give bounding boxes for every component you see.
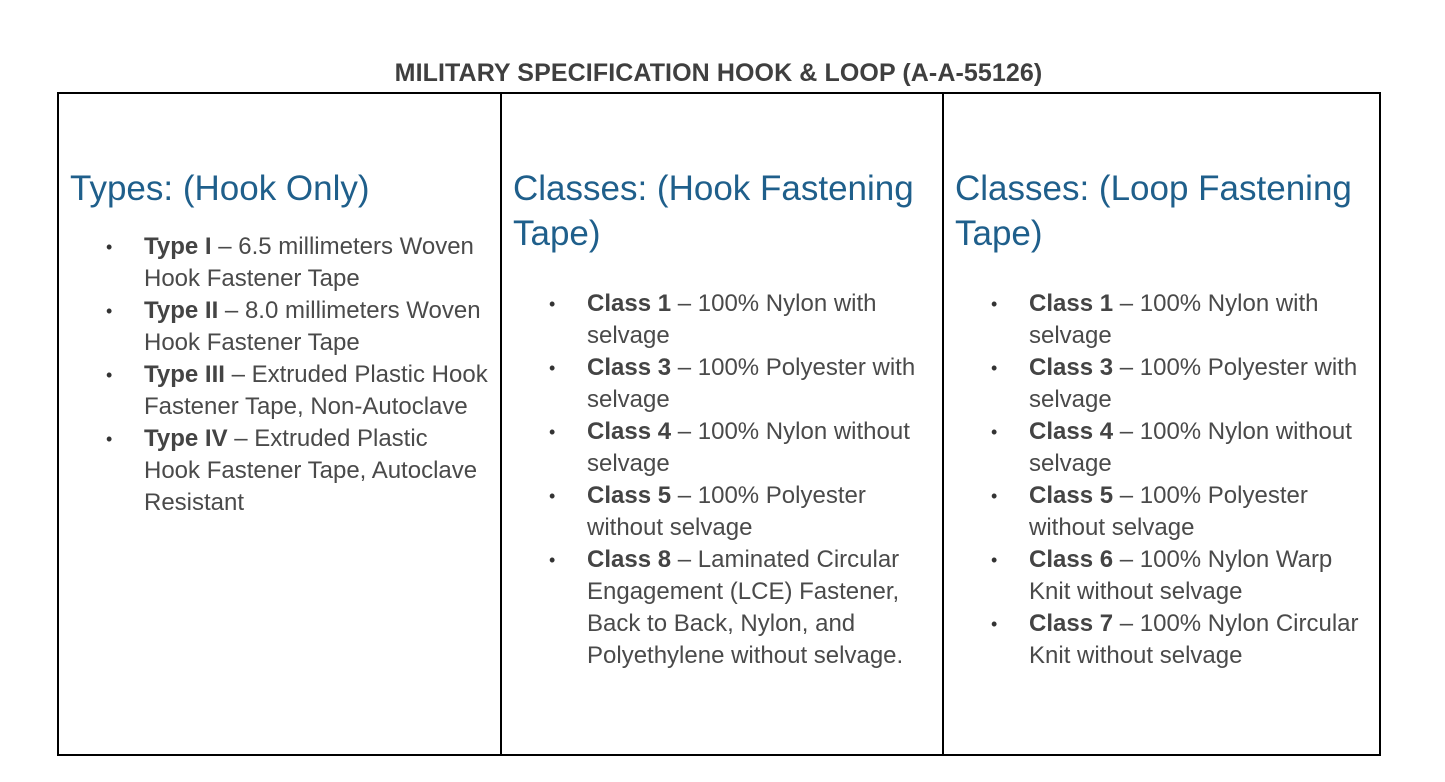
list-item — [549, 288, 932, 352]
item-description: – Laminated Circular Engagement (LCE) Fastener, Back to Back, Nylon, and Polyethylene without selvage. — [587, 546, 904, 669]
item-description: – Extruded Plastic Hook Fastener Tape, Non-Autoclave — [144, 361, 488, 420]
bullet-icon: • — [549, 422, 556, 442]
item-term: Class 4 — [1029, 418, 1114, 445]
bullet-icon: • — [549, 486, 556, 506]
item-term: Class 5 — [1029, 482, 1114, 509]
item-term: Class 1 — [1029, 290, 1114, 317]
item-description: – 100% Nylon Circular Knit without selvage — [1029, 610, 1359, 669]
list-item — [549, 416, 932, 480]
item-description: – 6.5 millimeters Woven Hook Fastener Tape — [144, 233, 474, 292]
bullet-icon: • — [549, 294, 556, 314]
item-description: – 100% Nylon with selvage — [587, 290, 877, 349]
item-term: Class 6 — [1029, 546, 1114, 573]
item-description: – 100% Polyester with selvage — [1029, 354, 1358, 413]
types-column — [59, 94, 500, 754]
item-term: Type I — [144, 233, 212, 260]
item-description: – 100% Nylon without selvage — [587, 418, 910, 477]
loop-classes-list — [955, 288, 1379, 672]
list-item — [106, 231, 490, 295]
item-term: Class 5 — [587, 482, 672, 509]
list-item — [991, 480, 1369, 544]
bullet-icon: • — [991, 550, 998, 570]
list-item — [991, 416, 1369, 480]
item-description: – 100% Nylon Warp Knit without selvage — [1029, 546, 1333, 605]
list-item — [549, 544, 932, 672]
bullet-icon: • — [106, 365, 113, 385]
item-term: Class 4 — [587, 418, 672, 445]
item-description: – 100% Nylon without selvage — [1029, 418, 1352, 477]
bullet-icon: • — [106, 237, 113, 257]
specification-table — [57, 92, 1381, 756]
list-item — [106, 359, 490, 423]
bullet-icon: • — [106, 301, 113, 321]
bullet-icon: • — [991, 358, 998, 378]
item-term: Type III — [144, 361, 225, 388]
item-term: Class 7 — [1029, 610, 1114, 637]
bullet-icon: • — [991, 422, 998, 442]
bullet-icon: • — [991, 294, 998, 314]
item-description: – 8.0 millimeters Woven Hook Fastener Tape — [144, 297, 481, 356]
loop-classes-column — [942, 94, 1379, 754]
item-description: – 100% Polyester without selvage — [1029, 482, 1308, 541]
item-description: – Extruded Plastic Hook Fastener Tape, Autoclave Resistant — [144, 425, 478, 516]
item-description: – 100% Nylon with selvage — [1029, 290, 1319, 349]
list-item — [991, 608, 1369, 672]
types-heading: Types: (Hook Only) — [70, 169, 370, 208]
item-term: Type IV — [144, 425, 228, 452]
item-term: Class 8 — [587, 546, 672, 573]
item-term: Class 3 — [587, 354, 672, 381]
list-item — [549, 480, 932, 544]
item-term: Class 3 — [1029, 354, 1114, 381]
list-item — [106, 295, 490, 359]
list-item — [549, 352, 932, 416]
hook-classes-heading: Classes: (Hook Fastening Tape) — [513, 169, 914, 253]
bullet-icon: • — [991, 614, 998, 634]
list-item — [106, 423, 490, 519]
item-description: – 100% Polyester with selvage — [587, 354, 916, 413]
bullet-icon: • — [106, 429, 113, 449]
bullet-icon: • — [549, 550, 556, 570]
bullet-icon: • — [549, 358, 556, 378]
types-list — [70, 231, 500, 519]
document-title: MILITARY SPECIFICATION HOOK & LOOP (A-A-55126) — [394, 59, 1043, 87]
list-item — [991, 288, 1369, 352]
hook-classes-list — [513, 288, 942, 672]
list-item — [991, 352, 1369, 416]
bullet-icon: • — [991, 486, 998, 506]
item-description: – 100% Polyester without selvage — [587, 482, 866, 541]
loop-classes-heading: Classes: (Loop Fastening Tape) — [955, 169, 1352, 253]
item-term: Type II — [144, 297, 219, 324]
item-term: Class 1 — [587, 290, 672, 317]
hook-classes-column — [500, 94, 942, 754]
list-item — [991, 544, 1369, 608]
